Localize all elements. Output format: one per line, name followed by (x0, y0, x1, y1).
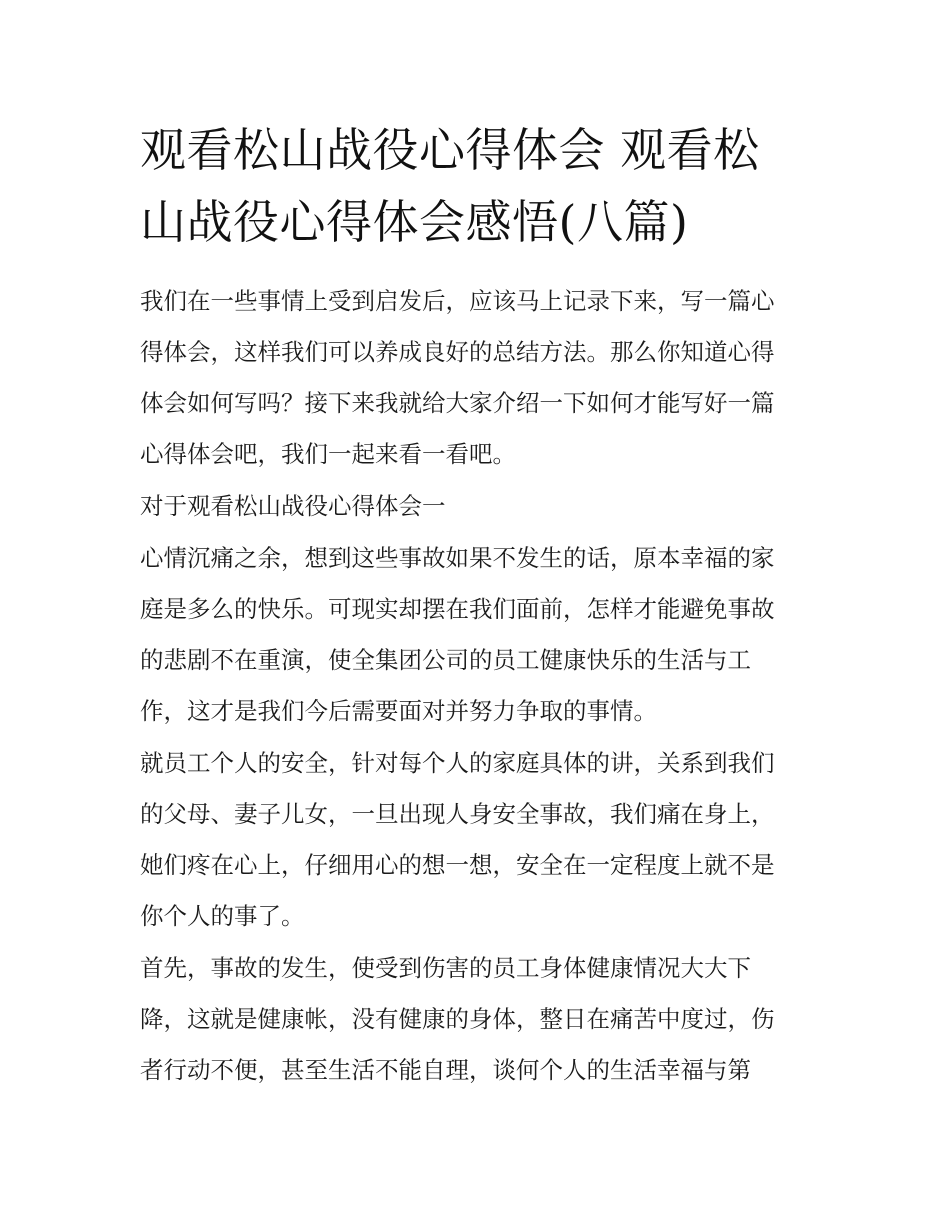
text-line: 心得体会吧，我们一起来看一看吧。 (140, 440, 516, 468)
text-line: 庭是多么的快乐。可现实却摆在我们面前，怎样才能避免事故 (140, 595, 775, 623)
text-line: 首先，事故的发生，使受到伤害的员工身体健康情况大大下 (140, 954, 751, 982)
paragraph-intro (140, 283, 820, 487)
text-line: 降，这就是健康帐，没有健康的身体，整日在痛苦中度过，伤 (140, 1005, 775, 1033)
text-line: 的悲剧不在重演，使全集团公司的员工健康快乐的生活与工 (140, 646, 751, 674)
text-line: 作，这才是我们今后需要面对并努力争取的事情。 (140, 697, 657, 725)
text-line: 就员工个人的安全，针对每个人的家庭具体的讲，关系到我们 (140, 749, 775, 777)
section-heading (140, 488, 820, 539)
text-line: 对于观看松山战役心得体会一 (140, 492, 446, 520)
paragraph (140, 950, 820, 1103)
text-line: 我们在一些事情上受到启发后，应该马上记录下来，写一篇心 (140, 287, 775, 315)
paragraph (140, 745, 820, 949)
document-title (140, 114, 820, 258)
paragraph (140, 540, 820, 744)
text-line: 心情沉痛之余，想到这些事故如果不发生的话，原本幸福的家 (140, 544, 775, 572)
text-line: 你个人的事了。 (140, 902, 305, 930)
document-body (140, 283, 820, 1103)
text-line: 她们疼在心上，仔细用心的想一想，安全在一定程度上就不是 (140, 851, 775, 879)
text-line: 者行动不便，甚至生活不能自理，谈何个人的生活幸福与第 (140, 1056, 751, 1084)
title-line: 观看松山战役心得体会 观看松 (140, 123, 760, 177)
text-line: 体会如何写吗？接下来我就给大家介绍一下如何才能写好一篇 (140, 389, 775, 417)
title-line: 山战役心得体会感悟(八篇) (140, 195, 689, 249)
text-line: 得体会，这样我们可以养成良好的总结方法。那么你知道心得 (140, 338, 775, 366)
text-line: 的父母、妻子儿女，一旦出现人身安全事故，我们痛在身上， (140, 800, 775, 828)
